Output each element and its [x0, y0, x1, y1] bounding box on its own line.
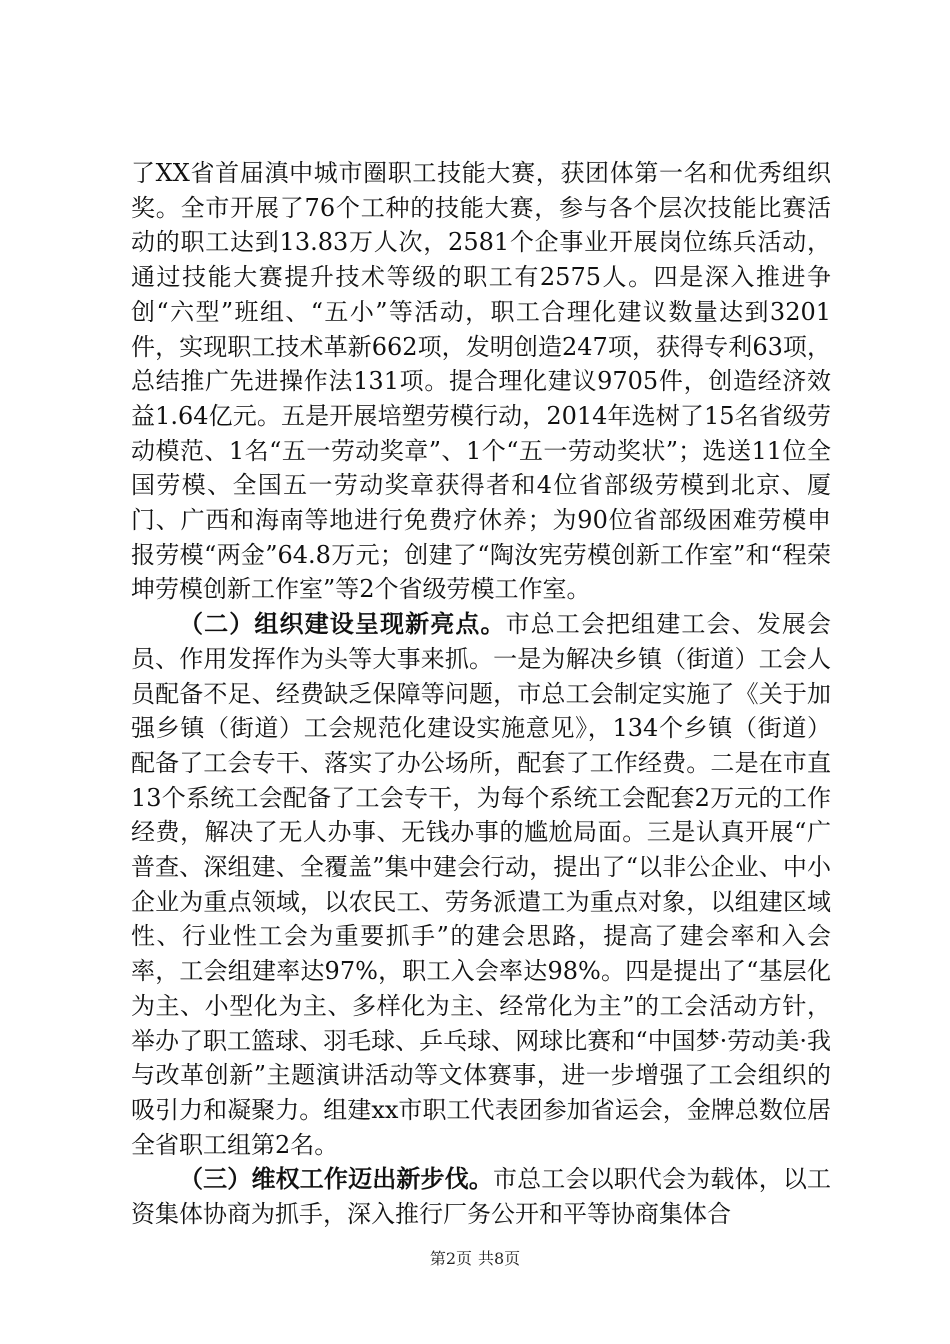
paragraph-1-text: 了XX省首届滇中城市圈职工技能大赛，获团体第一名和优秀组织奖。全市开展了76个工种的技能大赛，参与各个层次技能比赛活动的职工达到13.83万人次，2581个企事业开展岗位练兵活动，通过技能大赛提升技术等级的职工有2575人。四是深入推进争创“六型”班组、“五小”等活动，职工合理化建议数量达到3201件，实现职工技术革新662项，发明创造247项，获得专利63项，总结推广先进操作法131项。提合理化建议9705件，创造经济效益1.64亿元。五是开展培塑劳模行动，2014年选树了15名省级劳动模范、1名“五一劳动奖章”、1个“五一劳动奖状”；选送11位全国劳模、全国五一劳动奖章获得者和4位省部级劳模到北京、厦门、广西和海南等地进行免费疗休养；为90位省部级困难劳模申报劳模“两金”64.8万元；创建了“陶汝宪劳模创新工作室”和“程荣坤劳模创新工作室”等2个省级劳模工作室。	[131, 159, 831, 604]
paragraph-3-heading: （三）维权工作迈出新步伐。	[179, 1164, 493, 1194]
document-body	[131, 156, 831, 1232]
paragraph-1	[131, 156, 831, 607]
paragraph-3	[131, 1162, 831, 1231]
paragraph-2-heading: （二）组织建设呈现新亮点。	[179, 609, 506, 639]
paragraph-3-text: 市总工会以职代会为载体，以工资集体协商为抓手，深入推行厂务公开和平等协商集体合	[131, 1165, 831, 1229]
page-footer	[0, 1246, 950, 1269]
paragraph-2	[131, 607, 831, 1162]
paragraph-2-text: 市总工会把组建工会、发展会员、作用发挥作为头等大事来抓。一是为解决乡镇（街道）工会人员配备不足、经费缺乏保障等问题，市总工会制定实施了《关于加强乡镇（街道）工会规范化建设实施意见》，134个乡镇（街道）配备了工会专干、落实了办公场所，配套了工作经费。二是在市直13个系统工会配备了工会专干，为每个系统工会配套2万元的工作经费，解决了无人办事、无钱办事的尴尬局面。三是认真开展“广普查、深组建、全覆盖”集中建会行动，提出了“以非公企业、中小企业为重点领域，以农民工、劳务派遣工为重点对象，以组建区域性、行业性工会为重要抓手”的建会思路，提高了建会率和入会率，工会组建率达97%，职工入会率达98%。四是提出了“基层化为主、小型化为主、多样化为主、经常化为主”的工会活动方针，举办了职工篮球、羽毛球、乒乓球、网球比赛和“中国梦·劳动美·我与改革创新”主题演讲活动等文体赛事，进一步增强了工会组织的吸引力和凝聚力。组建xx市职工代表团参加省运会，金牌总数位居全省职工组第2名。	[131, 610, 832, 1159]
page-number: 第2页	[429, 1249, 472, 1268]
page-total: 共8页	[478, 1249, 521, 1268]
